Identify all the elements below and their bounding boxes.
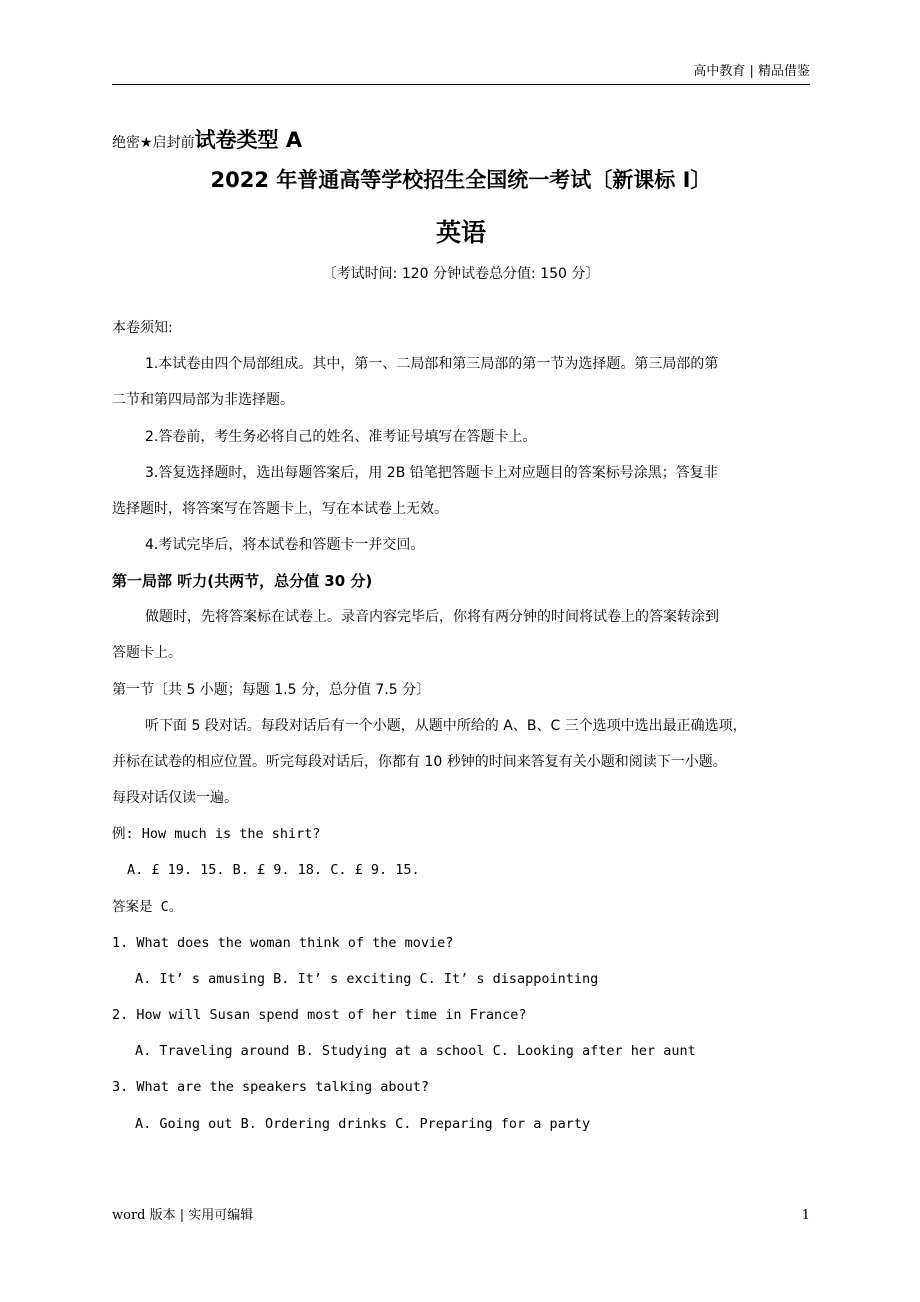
notice-item-3-line-1: 3.答复选择题时，选出每题答案后，用 2B 铅笔把答题卡上对应题目的答案标号涂黑；答复非 — [145, 465, 718, 481]
page-number: 1 — [801, 1208, 810, 1223]
notice-item-1-line-2: 二节和第四局部为非选择题。 — [112, 392, 294, 408]
part1-intro-line-2: 答题卡上。 — [112, 645, 182, 661]
instructions-line-2: 并标在试卷的相应位置。听完每段对话后，你都有 10 秒钟的时间来答复有关小题和阅读下一小题。 — [112, 754, 727, 770]
secret-line — [112, 126, 302, 157]
question-2: 2. How will Susan spend most of her time in France? — [112, 1007, 527, 1023]
question-3: 3. What are the speakers talking about? — [112, 1079, 429, 1095]
subject-title: 英语 — [435, 218, 486, 247]
example-answer: 答案是 C。 — [112, 899, 183, 915]
part1-intro-line-1: 做题时，先将答案标在试卷上。录音内容完毕后，你将有两分钟的时间将试卷上的答案转涂到 — [145, 609, 719, 625]
page-header — [112, 62, 810, 85]
question-3-options: A. Going out B. Ordering drinks C. Preparing for a party — [135, 1116, 591, 1132]
example-question: 例: How much is the shirt? — [112, 826, 321, 842]
secret-prefix: 绝密★启封前 — [112, 135, 195, 151]
paper-type: 试卷类型 A — [194, 128, 303, 152]
question-1: 1. What does the woman think of the movie? — [112, 935, 454, 951]
example-options: A. £ 19. 15. B. £ 9. 18. C. £ 9. 15. — [127, 862, 420, 878]
question-2-options: A. Traveling around B. Studying at a school C. Looking after her aunt — [135, 1043, 696, 1059]
notice-item-4: 4.考试完毕后，将本试卷和答题卡一并交回。 — [145, 537, 425, 553]
instructions-line-3: 每段对话仅读一遍。 — [112, 790, 238, 806]
notice-heading: 本卷须知: — [112, 320, 173, 336]
exam-title: 2022 年普通高等学校招生全国统一考试〔新课标 I〕 — [210, 168, 712, 192]
notice-item-3-line-2: 选择题时，将答案写在答题卡上，写在本试卷上无效。 — [112, 501, 448, 517]
exam-info: 〔考试时间: 120 分钟试卷总分值: 150 分〕 — [322, 266, 600, 282]
notice-item-2: 2.答卷前，考生务必将自己的姓名、准考证号填写在答题卡上。 — [145, 429, 537, 445]
part1-heading: 第一局部 听力(共两节，总分值 30 分) — [112, 572, 373, 590]
header-text: 高中教育 | 精品借鉴 — [693, 64, 810, 79]
section1-heading: 第一节〔共 5 小题；每题 1.5 分，总分值 7.5 分〕 — [112, 682, 431, 698]
notice-item-1-line-1: 1.本试卷由四个局部组成。其中，第一、二局部和第三局部的第一节为选择题。第三局部的第 — [145, 356, 719, 372]
question-1-options: A. It’ s amusing B. It’ s exciting C. It’ s disappointing — [135, 971, 599, 987]
footer-text: word 版本 | 实用可编辑 — [112, 1208, 254, 1223]
instructions-line-1: 听下面 5 段对话。每段对话后有一个小题，从题中所给的 A、B、C 三个选项中选出最正确选项， — [145, 718, 747, 734]
